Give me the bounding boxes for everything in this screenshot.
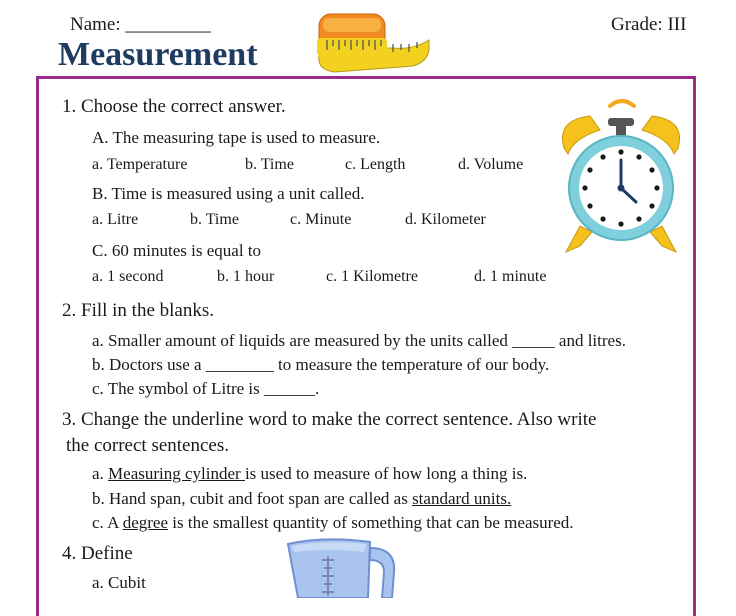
q1b-option-c: c. Minute — [290, 211, 352, 228]
q2-item-a: a. Smaller amount of liquids are measured by the units called _____ and litres. — [92, 331, 626, 350]
name-field-label: Name: _________ — [70, 14, 211, 35]
q2-item-b: b. Doctors use a ________ to measure the temperature of our body. — [92, 355, 550, 374]
q3-item-c — [92, 513, 574, 533]
q1b-option-b: b. Time — [190, 211, 239, 228]
q3-heading-line2: the correct sentences. — [66, 435, 229, 456]
q3-item-a-prefix: a. — [92, 464, 109, 483]
q3-item-b — [92, 489, 511, 509]
q1-heading: 1. Choose the correct answer. — [62, 96, 286, 117]
q3-item-c-rest: is the smallest quantity of something that can be measured. — [168, 513, 574, 532]
q2-item-c: c. The symbol of Litre is ______. — [92, 379, 320, 398]
q3-item-a — [92, 464, 527, 484]
page-title: Measurement — [58, 36, 258, 73]
q1b-option-d: d. Kilometer — [405, 211, 486, 228]
measuring-tape-icon — [313, 4, 435, 74]
alarm-clock-icon — [550, 96, 692, 264]
q1b-option-a: a. Litre — [92, 211, 139, 228]
q1a-option-d: d. Volume — [458, 156, 524, 173]
q1a-option-b: b. Time — [245, 156, 294, 173]
q3-heading-line1: 3. Change the underline word to make the correct sentence. Also write — [62, 409, 597, 430]
grade-label: Grade: III — [611, 14, 687, 35]
q3-item-a-underlined: Measuring cylinder — [108, 464, 245, 483]
q1c-option-c: c. 1 Kilometre — [326, 268, 418, 285]
q3-item-a-rest: is used to measure of how long a thing is. — [244, 464, 528, 483]
q3-item-b-prefix: b. Hand span, cubit and foot span are called as — [92, 489, 413, 508]
q1c-option-b: b. 1 hour — [217, 268, 275, 285]
q1c-question: C. 60 minutes is equal to — [92, 241, 262, 260]
measuring-jug-icon — [284, 538, 400, 598]
q1c-option-a: a. 1 second — [92, 268, 164, 285]
q1a-option-c: c. Length — [345, 156, 406, 173]
q2-heading: 2. Fill in the blanks. — [62, 300, 214, 321]
q3-item-b-underlined: standard units. — [412, 489, 512, 508]
q4-heading: 4. Define — [62, 543, 133, 564]
q3-item-c-prefix: c. A — [92, 513, 123, 532]
q1c-option-d: d. 1 minute — [474, 268, 547, 285]
q1a-option-a: a. Temperature — [92, 156, 188, 173]
q1b-question: B. Time is measured using a unit called. — [92, 184, 365, 203]
q3-item-c-underlined: degree — [122, 513, 169, 532]
q4-item-a: a. Cubit — [92, 573, 146, 592]
q1a-question: A. The measuring tape is used to measure. — [92, 128, 381, 147]
